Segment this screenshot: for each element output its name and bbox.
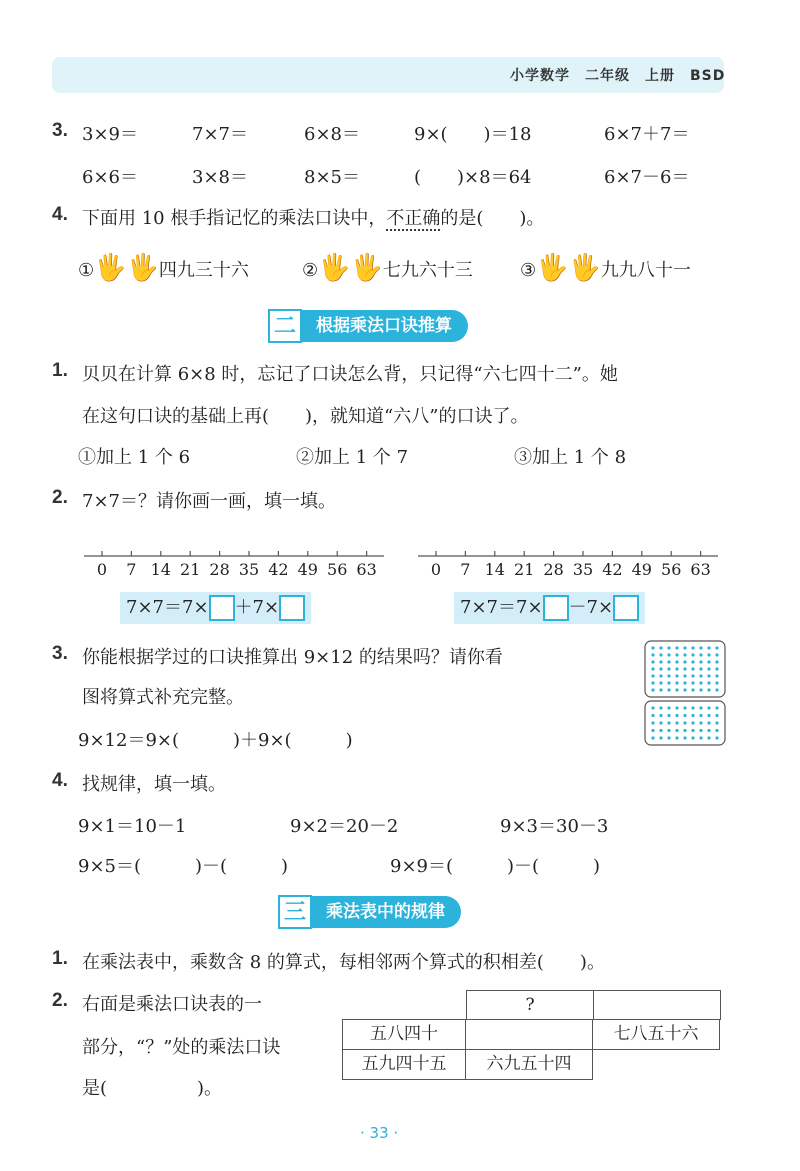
dot <box>699 729 702 732</box>
dot <box>667 706 670 709</box>
dot <box>707 688 710 691</box>
tick-label: 56 <box>661 560 682 579</box>
dot <box>683 714 686 717</box>
book-info: 小学数学 二年级 上册 BSD <box>510 68 726 84</box>
equation-part: ＋7× <box>234 597 280 618</box>
dot <box>683 706 686 709</box>
question-text: 在乘法表中，乘数含 8 的算式，每相邻两个算式的积相差( )。 <box>82 952 605 973</box>
table-cell: 七八五十六 <box>593 1019 720 1050</box>
dot <box>651 736 654 739</box>
tick-label: 49 <box>297 560 318 579</box>
question-text: 部分，“？”处的乘法口诀 <box>82 1037 281 1058</box>
dot <box>651 706 654 709</box>
hands-icon: 🖐🖐 <box>536 253 601 283</box>
dot <box>651 688 654 691</box>
dot <box>659 706 662 709</box>
question-number: 3. <box>52 643 68 664</box>
dot <box>675 674 678 677</box>
dot <box>675 681 678 684</box>
dot <box>659 714 662 717</box>
dot <box>667 688 670 691</box>
dot <box>699 660 702 663</box>
dot <box>699 688 702 691</box>
dot <box>707 714 710 717</box>
answer-box[interactable] <box>613 595 639 621</box>
equation: 6×8＝ <box>304 124 360 145</box>
dot <box>675 721 678 724</box>
question-text: 你能根据学过的口诀推算出 9×12 的结果吗？请你看 <box>82 647 503 668</box>
tick-label: 35 <box>238 560 260 579</box>
dot <box>659 646 662 649</box>
dot <box>699 736 702 739</box>
tick-label: 49 <box>631 560 652 579</box>
question-text: 找规律，填一填。 <box>82 774 226 795</box>
equation: 6×7－6＝ <box>604 167 690 188</box>
dot <box>707 721 710 724</box>
tick-label: 35 <box>572 560 594 579</box>
dot <box>699 721 702 724</box>
option-text: 四九三十六 <box>158 260 249 281</box>
question-text: 7×7＝？请你画一画，填一填。 <box>82 491 336 512</box>
tick-label: 42 <box>268 560 289 579</box>
question-text: 图将算式补充完整。 <box>82 687 244 708</box>
dot <box>667 681 670 684</box>
option-2 <box>302 253 473 283</box>
dot <box>715 714 718 717</box>
question-number: 4. <box>52 770 68 791</box>
table-cell: 五八四十 <box>342 1019 466 1050</box>
dot <box>683 674 686 677</box>
dot <box>651 721 654 724</box>
dot <box>675 736 678 739</box>
dot <box>707 653 710 656</box>
dot <box>691 681 694 684</box>
dot <box>691 653 694 656</box>
tick-labels-right <box>418 560 728 582</box>
dot-array-figure <box>644 640 726 748</box>
equation: ( )×8＝64 <box>414 167 532 188</box>
section-number-icon: 二 <box>268 309 302 343</box>
dot <box>699 706 702 709</box>
option-1 <box>78 253 249 283</box>
equation: 9×( )＝18 <box>414 124 532 145</box>
dot <box>707 646 710 649</box>
pattern-equation: 9×3＝30－3 <box>500 816 609 837</box>
dot <box>715 736 718 739</box>
tick-label: 0 <box>96 560 108 579</box>
tick-label: 21 <box>180 560 201 579</box>
dot <box>699 667 702 670</box>
dot <box>683 721 686 724</box>
dot <box>699 646 702 649</box>
dot <box>667 714 670 717</box>
dot <box>659 729 662 732</box>
dot <box>667 660 670 663</box>
tick-label: 56 <box>327 560 348 579</box>
question-number: 1. <box>52 948 68 969</box>
dot <box>667 721 670 724</box>
question-number: 2. <box>52 487 68 508</box>
option-label: ③ <box>520 260 537 281</box>
dot <box>667 667 670 670</box>
section-number-icon: 三 <box>278 895 312 929</box>
table-cell: 五九四十五 <box>342 1050 466 1080</box>
dot <box>651 660 654 663</box>
dot <box>659 721 662 724</box>
dot <box>675 706 678 709</box>
tick-label: 63 <box>690 560 711 579</box>
pattern-equation: 9×2＝20－2 <box>290 816 399 837</box>
option-label: ① <box>78 260 95 281</box>
tick-label: 7 <box>460 560 471 579</box>
dot <box>667 736 670 739</box>
dot <box>707 706 710 709</box>
dot <box>715 660 718 663</box>
equation: 7×7＝ <box>192 124 248 145</box>
equation-part: 7×7＝7× <box>460 597 543 618</box>
dot <box>691 660 694 663</box>
hands-icon: 🖐🖐 <box>94 253 159 283</box>
pattern-equation: 9×1＝10－1 <box>78 816 187 837</box>
dot <box>715 653 718 656</box>
question-number: 4. <box>52 204 68 225</box>
equation-right <box>454 592 645 624</box>
dot <box>715 706 718 709</box>
dot <box>659 660 662 663</box>
dot <box>691 688 694 691</box>
dot <box>683 681 686 684</box>
dot <box>683 688 686 691</box>
question-number: 1. <box>52 360 68 381</box>
tick-labels-left <box>84 560 394 582</box>
tick-label: 14 <box>484 560 505 579</box>
question-number: 3. <box>52 120 68 141</box>
dot <box>691 674 694 677</box>
dot <box>667 646 670 649</box>
dot <box>659 681 662 684</box>
tick-label: 14 <box>150 560 171 579</box>
pattern-equation: 9×9＝( )－( ) <box>390 856 601 877</box>
dot <box>715 646 718 649</box>
dot <box>659 667 662 670</box>
tick-label: 28 <box>209 560 230 579</box>
equation: 3×8＝ <box>192 167 248 188</box>
dot <box>715 674 718 677</box>
option-1: ①加上 1 个 6 <box>78 447 191 468</box>
dot <box>707 736 710 739</box>
table-cell <box>594 990 721 1020</box>
dot <box>675 667 678 670</box>
dot <box>691 736 694 739</box>
dot <box>707 667 710 670</box>
tick-label: 21 <box>514 560 535 579</box>
option-label: ② <box>302 260 319 281</box>
option-text: 七九六十三 <box>382 260 473 281</box>
tick-label: 28 <box>543 560 564 579</box>
dot <box>707 674 710 677</box>
tick-label: 63 <box>356 560 377 579</box>
dot <box>707 729 710 732</box>
dot <box>651 681 654 684</box>
dot <box>675 729 678 732</box>
equation: 6×6＝ <box>82 167 138 188</box>
dot <box>651 646 654 649</box>
option-3 <box>520 253 691 283</box>
dot <box>683 653 686 656</box>
question-text: 右面是乘法口诀表的一 <box>82 994 262 1015</box>
answer-box[interactable] <box>543 595 569 621</box>
equation-part: 7×7＝7× <box>126 597 209 618</box>
dot <box>691 714 694 717</box>
dot <box>691 706 694 709</box>
dot <box>699 681 702 684</box>
table-cell: 六九五十四 <box>466 1050 593 1080</box>
question-text-part: 的是( )。 <box>440 208 545 229</box>
equation: 6×7＋7＝ <box>604 124 690 145</box>
question-text-part: 下面用 10 根手指记忆的乘法口诀中， <box>82 208 387 229</box>
dot <box>683 646 686 649</box>
dot <box>675 653 678 656</box>
tick-label: 42 <box>602 560 623 579</box>
question-text: 是( )。 <box>82 1078 223 1099</box>
dot <box>651 667 654 670</box>
dot <box>715 721 718 724</box>
dot <box>683 667 686 670</box>
question-text <box>82 204 544 230</box>
section-title: 根据乘法口诀推算 <box>272 310 468 342</box>
dot <box>659 674 662 677</box>
dot <box>659 653 662 656</box>
dot <box>667 674 670 677</box>
equation-left <box>120 592 311 624</box>
question-text: 在这句口诀的基础上再( )，就知道“六八”的口诀了。 <box>82 406 529 427</box>
dot <box>707 681 710 684</box>
question-text: 贝贝在计算 6×8 时，忘记了口诀怎么背，只记得“六七四十二”。她 <box>82 364 618 385</box>
dot <box>699 653 702 656</box>
answer-box[interactable] <box>279 595 305 621</box>
dot <box>659 688 662 691</box>
dot <box>699 714 702 717</box>
dot <box>675 688 678 691</box>
dot <box>651 653 654 656</box>
tick-label: 0 <box>430 560 442 579</box>
dot <box>715 729 718 732</box>
dot <box>691 729 694 732</box>
dot <box>691 667 694 670</box>
dot <box>699 674 702 677</box>
dot <box>683 660 686 663</box>
answer-box[interactable] <box>209 595 235 621</box>
hands-icon: 🖐🖐 <box>318 253 383 283</box>
pattern-equation: 9×5＝( )－( ) <box>78 856 289 877</box>
option-3: ③加上 1 个 8 <box>514 447 627 468</box>
section-title: 乘法表中的规律 <box>282 896 461 928</box>
option-text: 九九八十一 <box>600 260 691 281</box>
dot <box>675 660 678 663</box>
dot <box>715 681 718 684</box>
equation: 8×5＝ <box>304 167 360 188</box>
dot <box>675 646 678 649</box>
dot <box>691 646 694 649</box>
dot <box>707 660 710 663</box>
page-number: · 33 · <box>360 1124 399 1142</box>
dot <box>715 688 718 691</box>
dot <box>667 653 670 656</box>
equation-part: －7× <box>568 597 614 618</box>
dot <box>683 736 686 739</box>
option-2: ②加上 1 个 7 <box>296 447 409 468</box>
tick-label: 7 <box>126 560 137 579</box>
dot <box>651 714 654 717</box>
dot <box>667 729 670 732</box>
dot <box>683 729 686 732</box>
equation: 9×12＝9×( )＋9×( ) <box>78 730 353 751</box>
dot <box>651 729 654 732</box>
dot <box>691 721 694 724</box>
table-cell: ? <box>466 990 594 1020</box>
dot <box>715 667 718 670</box>
question-number: 2. <box>52 990 68 1011</box>
emphasis-text: 不正确 <box>386 208 441 229</box>
table-cell <box>466 1019 593 1050</box>
dot <box>651 674 654 677</box>
equation: 3×9＝ <box>82 124 138 145</box>
dot <box>675 714 678 717</box>
dot <box>659 736 662 739</box>
